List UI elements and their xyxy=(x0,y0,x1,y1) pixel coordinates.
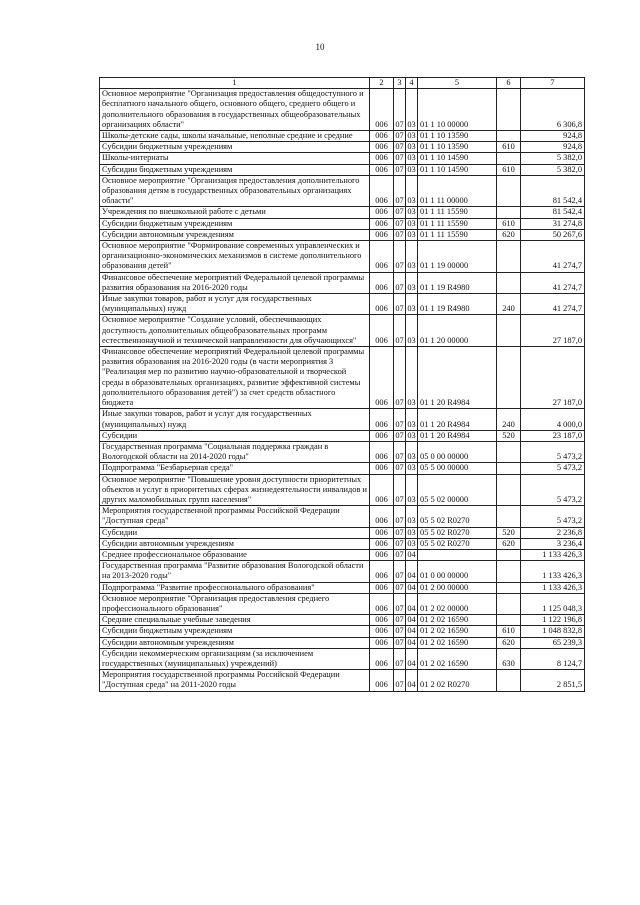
row-section-cell: 07 xyxy=(395,527,404,537)
table-row xyxy=(100,347,585,409)
row-subsection-cell: 03 xyxy=(407,142,416,152)
row-target-article-cell: 01 1 10 13590 xyxy=(418,131,497,142)
row-section-cell: 07 xyxy=(395,549,404,559)
row-expense-type-cell: 610 xyxy=(497,218,521,229)
row-name-cell: Субсидии бюджетным учреждениям xyxy=(100,164,370,175)
header-row xyxy=(100,78,585,89)
row-section-cell: 07 xyxy=(394,441,406,462)
table-row xyxy=(100,89,585,131)
budget-table xyxy=(99,77,585,692)
row-name-cell: Субсидии автономным учреждениям xyxy=(100,637,370,648)
row-subsection-cell: 03 xyxy=(406,175,418,207)
row-name-cell: Субсидии автономным учреждениям xyxy=(100,538,370,549)
row-name-cell: Подпрограмма "Развитие профессионального образования" xyxy=(100,582,370,593)
row-target-article-cell: 01 1 20 R4984 xyxy=(418,409,497,430)
row-target-article-cell: 01 2 02 16590 xyxy=(418,637,497,648)
row-name-cell: Иные закупки товаров, работ и услуг для государственных (муниципальных) нужд xyxy=(100,294,370,315)
row-amount-cell: 50 267,6 xyxy=(521,229,585,240)
row-section-cell: 07 xyxy=(395,229,404,239)
row-admin-code-cell: 006 xyxy=(370,430,394,441)
row-expense-type-cell: 610 xyxy=(497,626,521,637)
table-body xyxy=(100,89,585,691)
row-name-cell: Мероприятия государственной программы Российской Федерации "Доступная среда" на 2011-2020 годы xyxy=(100,670,370,691)
table-row xyxy=(100,670,585,691)
row-admin-code-cell: 006 xyxy=(370,637,394,648)
row-target-article-cell: 01 0 00 00000 xyxy=(418,561,497,582)
row-section-cell: 07 xyxy=(394,409,406,430)
table-row xyxy=(100,561,585,582)
table-row xyxy=(100,593,585,614)
row-target-article-cell: 01 1 10 13590 xyxy=(418,142,497,153)
row-subsection-cell: 03 xyxy=(407,207,416,217)
row-admin-code-cell: 006 xyxy=(370,538,394,549)
row-expense-type-cell xyxy=(497,315,521,347)
row-target-article-cell: 01 2 02 16590 xyxy=(418,626,497,637)
row-admin-code-cell: 006 xyxy=(370,506,394,527)
row-amount-cell: 1 133 426,3 xyxy=(521,582,585,593)
row-expense-type-cell: 630 xyxy=(497,648,521,669)
row-section-cell: 07 xyxy=(394,347,406,409)
header-cell: 2 xyxy=(370,78,394,89)
row-amount-cell: 1 048 832,8 xyxy=(521,626,585,637)
row-expense-type-cell xyxy=(497,89,521,131)
row-amount-cell: 1 122 196,8 xyxy=(521,615,585,626)
row-admin-code-cell: 006 xyxy=(370,175,394,207)
row-section-cell: 07 xyxy=(395,218,404,228)
table-row xyxy=(100,637,585,648)
row-target-article-cell: 01 1 10 00000 xyxy=(418,89,497,131)
table-row xyxy=(100,131,585,142)
row-subsection-cell: 03 xyxy=(406,241,418,273)
row-expense-type-cell: 620 xyxy=(497,538,521,549)
row-expense-type-cell xyxy=(497,474,521,506)
row-admin-code-cell: 006 xyxy=(370,474,394,506)
row-name-cell: Основное мероприятие "Организация предоставления среднего профессионального образования" xyxy=(100,593,370,614)
row-name-cell: Субсидии бюджетным учреждениям xyxy=(100,218,370,229)
table-row xyxy=(100,463,585,474)
row-section-cell: 07 xyxy=(394,648,406,669)
row-amount-cell: 5 473,2 xyxy=(521,441,585,462)
row-amount-cell: 27 187,0 xyxy=(521,315,585,347)
row-expense-type-cell xyxy=(497,549,521,560)
row-amount-cell: 81 542,4 xyxy=(521,207,585,218)
row-target-article-cell: 01 1 20 R4984 xyxy=(418,430,497,441)
row-section-cell: 07 xyxy=(394,561,406,582)
table-row xyxy=(100,175,585,207)
table-row xyxy=(100,626,585,637)
row-subsection-cell: 03 xyxy=(407,538,416,548)
table-row xyxy=(100,648,585,669)
header-cell: 6 xyxy=(497,78,521,89)
row-section-cell: 07 xyxy=(395,153,404,163)
row-section-cell: 07 xyxy=(394,294,406,315)
row-subsection-cell: 04 xyxy=(407,615,416,625)
table-row xyxy=(100,615,585,626)
row-subsection-cell: 03 xyxy=(406,474,418,506)
row-admin-code-cell: 006 xyxy=(370,615,394,626)
row-name-cell: Финансовое обеспечение мероприятий Федеральной целевой программы развития образования на 2016-2020 годы (в части мероприятия 3 "Реализация мер по развитию научно-образовательной и творческой среды в образовательных организациях, развитие эффективной системы дополнительного образования детей") за счет средств областного бюджета xyxy=(100,347,370,409)
row-expense-type-cell: 610 xyxy=(497,164,521,175)
table-row xyxy=(100,582,585,593)
table-row xyxy=(100,430,585,441)
row-target-article-cell: 05 5 02 R0270 xyxy=(418,506,497,527)
row-target-article-cell: 01 2 02 00000 xyxy=(418,593,497,614)
row-admin-code-cell: 006 xyxy=(370,549,394,560)
header-cell: 7 xyxy=(521,78,585,89)
table-row xyxy=(100,506,585,527)
header-cell: 3 xyxy=(394,78,406,89)
row-admin-code-cell: 006 xyxy=(370,241,394,273)
row-section-cell: 07 xyxy=(395,626,404,636)
row-admin-code-cell: 006 xyxy=(370,463,394,474)
row-section-cell: 07 xyxy=(395,582,404,592)
row-admin-code-cell: 006 xyxy=(370,409,394,430)
row-section-cell: 07 xyxy=(394,593,406,614)
row-admin-code-cell: 006 xyxy=(370,207,394,218)
row-name-cell: Основное мероприятие "Создание условий, обеспечивающих доступность дополнительных общеобразовательных программ естественнонаучной и технической направленности для обучающихся" xyxy=(100,315,370,347)
table-row xyxy=(100,294,585,315)
row-target-article-cell: 01 1 10 14590 xyxy=(418,153,497,164)
row-section-cell: 07 xyxy=(395,615,404,625)
row-admin-code-cell: 006 xyxy=(370,441,394,462)
row-amount-cell: 1 125 048,3 xyxy=(521,593,585,614)
row-section-cell: 07 xyxy=(394,315,406,347)
row-subsection-cell: 03 xyxy=(406,409,418,430)
row-target-article-cell: 01 2 00 00000 xyxy=(418,582,497,593)
row-name-cell: Среднее профессиональное образование xyxy=(100,549,370,560)
row-subsection-cell: 04 xyxy=(406,561,418,582)
row-amount-cell: 6 306,8 xyxy=(521,89,585,131)
row-target-article-cell: 01 1 10 14590 xyxy=(418,164,497,175)
row-name-cell: Субсидии xyxy=(100,527,370,538)
row-section-cell: 07 xyxy=(395,164,404,174)
row-amount-cell: 1 133 426,3 xyxy=(521,561,585,582)
row-subsection-cell: 03 xyxy=(406,294,418,315)
table-row xyxy=(100,153,585,164)
row-admin-code-cell: 006 xyxy=(370,131,394,142)
row-name-cell: Школы-детские сады, школы начальные, неполные средние и средние xyxy=(100,131,370,142)
row-admin-code-cell: 006 xyxy=(370,593,394,614)
row-expense-type-cell xyxy=(497,241,521,273)
row-expense-type-cell xyxy=(497,272,521,293)
row-expense-type-cell: 240 xyxy=(497,409,521,430)
row-admin-code-cell: 006 xyxy=(370,648,394,669)
row-target-article-cell: 05 0 00 00000 xyxy=(418,441,497,462)
row-amount-cell: 81 542,4 xyxy=(521,175,585,207)
table-row xyxy=(100,527,585,538)
row-name-cell: Основное мероприятие "Организация предоставления общедоступного и бесплатного начального общего, основного общего, среднего общего и дополнительного образования в государственных общеобразовательных организациях области" xyxy=(100,89,370,131)
row-expense-type-cell: 520 xyxy=(497,527,521,538)
row-name-cell: Государственная программа "Социальная поддержка граждан в Вологодской области на 2014-2020 годы" xyxy=(100,441,370,462)
row-expense-type-cell: 240 xyxy=(497,294,521,315)
row-name-cell: Иные закупки товаров, работ и услуг для государственных (муниципальных) нужд xyxy=(100,409,370,430)
row-section-cell: 07 xyxy=(394,175,406,207)
row-admin-code-cell: 006 xyxy=(370,561,394,582)
table-row xyxy=(100,409,585,430)
row-expense-type-cell xyxy=(497,131,521,142)
row-target-article-cell: 01 1 11 15590 xyxy=(418,207,497,218)
row-amount-cell: 2 851,5 xyxy=(521,670,585,691)
row-name-cell: Мероприятия государственной программы Российской Федерации "Доступная среда" xyxy=(100,506,370,527)
row-amount-cell: 65 239,3 xyxy=(521,637,585,648)
row-subsection-cell: 03 xyxy=(406,441,418,462)
row-name-cell: Государственная программа "Развитие образования Вологодской области на 2013-2020 годы" xyxy=(100,561,370,582)
row-amount-cell: 924,8 xyxy=(521,142,585,153)
row-target-article-cell: 01 1 19 00000 xyxy=(418,241,497,273)
row-amount-cell: 5 382,0 xyxy=(521,164,585,175)
row-section-cell: 07 xyxy=(395,538,404,548)
row-amount-cell: 1 133 426,3 xyxy=(521,549,585,560)
row-name-cell: Основное мероприятие "Организация предоставления дополнительного образования детям в государственных образовательных организациях области" xyxy=(100,175,370,207)
row-target-article-cell: 01 2 02 16590 xyxy=(418,648,497,669)
row-amount-cell: 31 274,8 xyxy=(521,218,585,229)
row-section-cell: 07 xyxy=(394,506,406,527)
row-expense-type-cell: 620 xyxy=(497,637,521,648)
row-section-cell: 07 xyxy=(394,272,406,293)
row-expense-type-cell: 520 xyxy=(497,430,521,441)
row-expense-type-cell xyxy=(497,441,521,462)
row-subsection-cell: 04 xyxy=(407,582,416,592)
row-section-cell: 07 xyxy=(394,89,406,131)
header-cell: 5 xyxy=(418,78,497,89)
row-expense-type-cell: 620 xyxy=(497,229,521,240)
row-admin-code-cell: 006 xyxy=(370,164,394,175)
row-admin-code-cell: 006 xyxy=(370,527,394,538)
row-expense-type-cell xyxy=(497,207,521,218)
row-expense-type-cell xyxy=(497,463,521,474)
row-target-article-cell: 05 5 02 00000 xyxy=(418,474,497,506)
row-admin-code-cell: 006 xyxy=(370,626,394,637)
row-subsection-cell: 04 xyxy=(406,593,418,614)
row-target-article-cell: 01 1 11 00000 xyxy=(418,175,497,207)
row-admin-code-cell: 006 xyxy=(370,582,394,593)
table-row xyxy=(100,218,585,229)
row-name-cell: Школы-интернаты xyxy=(100,153,370,164)
row-amount-cell: 41 274,7 xyxy=(521,294,585,315)
row-amount-cell: 41 274,7 xyxy=(521,241,585,273)
table-row xyxy=(100,142,585,153)
row-subsection-cell: 03 xyxy=(407,164,416,174)
row-section-cell: 07 xyxy=(394,670,406,691)
table-row xyxy=(100,229,585,240)
row-section-cell: 07 xyxy=(394,474,406,506)
row-target-article-cell: 01 1 19 R4980 xyxy=(418,294,497,315)
table-row xyxy=(100,441,585,462)
row-expense-type-cell xyxy=(497,670,521,691)
row-amount-cell: 924,8 xyxy=(521,131,585,142)
row-section-cell: 07 xyxy=(394,241,406,273)
row-name-cell: Субсидии бюджетным учреждениям xyxy=(100,142,370,153)
table-row xyxy=(100,474,585,506)
header-cell: 4 xyxy=(406,78,418,89)
page-number: 10 xyxy=(315,42,325,52)
row-subsection-cell: 04 xyxy=(406,648,418,669)
table-row xyxy=(100,241,585,273)
row-subsection-cell: 04 xyxy=(406,670,418,691)
row-amount-cell: 4 000,0 xyxy=(521,409,585,430)
row-expense-type-cell xyxy=(497,153,521,164)
table-row xyxy=(100,272,585,293)
row-target-article-cell: 05 5 02 R0270 xyxy=(418,527,497,538)
row-target-article-cell xyxy=(418,549,497,560)
row-expense-type-cell: 610 xyxy=(497,142,521,153)
row-subsection-cell: 03 xyxy=(406,506,418,527)
row-target-article-cell: 01 1 20 R4984 xyxy=(418,347,497,409)
row-name-cell: Учреждения по внешкольной работе с детьми xyxy=(100,207,370,218)
row-target-article-cell: 01 1 11 15590 xyxy=(418,229,497,240)
row-section-cell: 07 xyxy=(395,142,404,152)
row-amount-cell: 5 473,2 xyxy=(521,506,585,527)
row-expense-type-cell xyxy=(497,582,521,593)
table-row xyxy=(100,538,585,549)
row-subsection-cell: 04 xyxy=(407,549,416,559)
row-section-cell: 07 xyxy=(395,637,404,647)
row-target-article-cell: 05 5 00 00000 xyxy=(418,463,497,474)
row-section-cell: 07 xyxy=(395,131,404,141)
row-name-cell: Финансовое обеспечение мероприятий Федеральной целевой программы развития образования на 2016-2020 годы xyxy=(100,272,370,293)
row-subsection-cell: 03 xyxy=(407,463,416,473)
row-name-cell: Субсидии некоммерческим организациям (за исключением государственных (муниципальных) учреждений) xyxy=(100,648,370,669)
row-name-cell: Субсидии автономным учреждениям xyxy=(100,229,370,240)
row-admin-code-cell: 006 xyxy=(370,294,394,315)
row-subsection-cell: 03 xyxy=(406,272,418,293)
table-row xyxy=(100,549,585,560)
row-name-cell: Субсидии xyxy=(100,430,370,441)
table-row xyxy=(100,164,585,175)
row-section-cell: 07 xyxy=(395,463,404,473)
row-amount-cell: 2 236,8 xyxy=(521,527,585,538)
row-target-article-cell: 01 1 20 00000 xyxy=(418,315,497,347)
row-admin-code-cell: 006 xyxy=(370,218,394,229)
table-row xyxy=(100,207,585,218)
row-subsection-cell: 04 xyxy=(407,626,416,636)
header-cell: 1 xyxy=(100,78,370,89)
row-expense-type-cell xyxy=(497,175,521,207)
row-subsection-cell: 03 xyxy=(407,430,416,440)
row-expense-type-cell xyxy=(497,593,521,614)
row-amount-cell: 5 473,2 xyxy=(521,463,585,474)
row-subsection-cell: 03 xyxy=(407,153,416,163)
row-subsection-cell: 03 xyxy=(406,315,418,347)
row-expense-type-cell xyxy=(497,506,521,527)
row-subsection-cell: 03 xyxy=(407,131,416,141)
row-amount-cell: 27 187,0 xyxy=(521,347,585,409)
row-expense-type-cell xyxy=(497,347,521,409)
row-amount-cell: 23 187,0 xyxy=(521,430,585,441)
row-name-cell: Субсидии бюджетным учреждениям xyxy=(100,626,370,637)
row-target-article-cell: 05 5 02 R0270 xyxy=(418,538,497,549)
row-amount-cell: 3 236,4 xyxy=(521,538,585,549)
row-expense-type-cell xyxy=(497,615,521,626)
row-amount-cell: 8 124,7 xyxy=(521,648,585,669)
row-admin-code-cell: 006 xyxy=(370,89,394,131)
row-target-article-cell: 01 2 02 R0270 xyxy=(418,670,497,691)
row-amount-cell: 41 274,7 xyxy=(521,272,585,293)
row-name-cell: Средние специальные учебные заведения xyxy=(100,615,370,626)
row-section-cell: 07 xyxy=(395,430,404,440)
row-admin-code-cell: 006 xyxy=(370,153,394,164)
row-name-cell: Основное мероприятие "Формирование современных управленческих и организационно-экономических механизмов в системе дополнительного образования детей" xyxy=(100,241,370,273)
row-amount-cell: 5 473,2 xyxy=(521,474,585,506)
row-subsection-cell: 03 xyxy=(407,229,416,239)
row-expense-type-cell xyxy=(497,561,521,582)
row-admin-code-cell: 006 xyxy=(370,142,394,153)
row-target-article-cell: 01 2 02 16590 xyxy=(418,615,497,626)
row-subsection-cell: 03 xyxy=(406,347,418,409)
row-admin-code-cell: 006 xyxy=(370,670,394,691)
row-admin-code-cell: 006 xyxy=(370,347,394,409)
row-admin-code-cell: 006 xyxy=(370,315,394,347)
row-admin-code-cell: 006 xyxy=(370,229,394,240)
row-section-cell: 07 xyxy=(395,207,404,217)
row-name-cell: Основное мероприятие "Повышение уровня доступности приоритетных объектов и услуг в приоритетных сферах жизнедеятельности инвалидов и других маломобильных групп населения" xyxy=(100,474,370,506)
row-amount-cell: 5 382,0 xyxy=(521,153,585,164)
row-admin-code-cell: 006 xyxy=(370,272,394,293)
row-subsection-cell: 03 xyxy=(407,218,416,228)
row-subsection-cell: 03 xyxy=(406,89,418,131)
table-row xyxy=(100,315,585,347)
row-target-article-cell: 01 1 11 15590 xyxy=(418,218,497,229)
row-subsection-cell: 03 xyxy=(407,527,416,537)
row-name-cell: Подпрограмма "Безбарьерная среда" xyxy=(100,463,370,474)
row-subsection-cell: 04 xyxy=(407,637,416,647)
row-target-article-cell: 01 1 19 R4980 xyxy=(418,272,497,293)
